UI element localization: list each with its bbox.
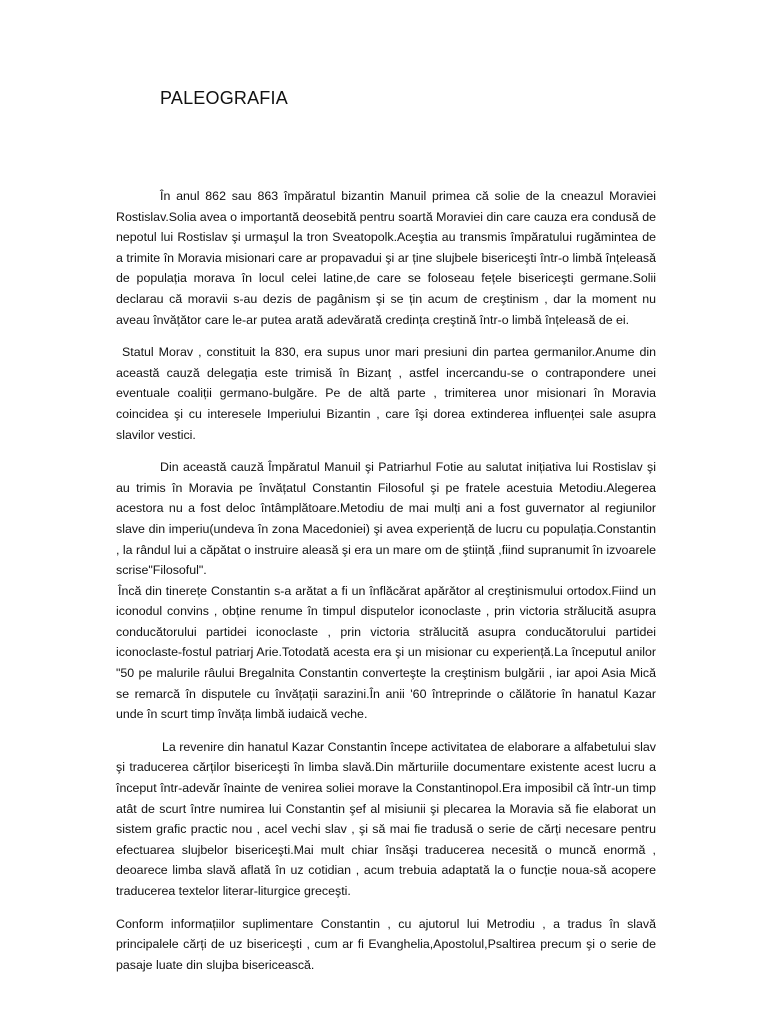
paragraph-2: Statul Morav , constituit la 830, era supus unor mari presiuni din partea germanilor.Anume din această cauză delegația este trimisă în Bizanț , astfel incercandu-se o contrapondere unei eventuale coaliții germano-bulgăre. Pe de altă parte , trimiterea unor misionari în Moravia coincidea şi cu interesele Imperiului Bizantin , care îşi dorea extinderea influenței sale asupra slavilor vestici. [116,345,656,442]
document-title: PALEOGRAFIA [160,88,288,108]
document-body [116,186,656,987]
paragraph-3: Din această cauză Împăratul Manuil şi Patriarhul Fotie au salutat inițiativa lui Rostislav şi au trimis în Moravia pe învățatul Constantin Filosoful şi pe fratele acestuia Metodiu.Alegerea acestora nu a fost deloc întâmplătoare.Metodiu de mai mulți ani a fost guvernator al regiunilor slave din imperiu(undeva în zona Macedoniei) şi avea experiență de lucru cu populația.Constantin , la rândul lui a căpătat o instruire aleasă şi era un mare om de ştiință ,fiind supranumit în izvoarele scrise"Filosoful". [116,460,656,578]
paragraph-1: În anul 862 sau 863 împăratul bizantin Manuil primea că solie de la cneazul Moraviei Rostislav.Solia avea o importantă deosebită pentru soartă Moraviei din care cauza era condusă de nepotul lui Rostislav şi urmaşul la tron Sveatopolk.Aceştia au transmis împăratului rugămintea de a trimite în Moravia misionari care ar propavadui şi ar ține slujbele bisericeşti într-o limbă înțeleasă de populația morava în locul celei latine,de care se foloseau fețele bisericeşti germane.Solii declarau că moravii s-au dezis de pagânism şi se țin acum de creştinism , dar la moment nu aveau învățător care le-ar putea arată adevărată credința creştină într-o limbă înțeleasă de ei. [116,189,656,327]
paragraph-4: Încă din tinerețe Constantin s-a arătat a fi un înflăcărat apărător al creştinismului ortodox.Fiind un iconodul convins , obține renume în timpul disputelor iconoclaste , prin victoria strălucită asupra conducătorului partidei iconoclaste , prin victoria strălucită asupra conducătorului partidei iconoclaste-fostul patriarj Arie.Totodată acesta era şi un misionar cu experiență.La începutul anilor "50 pe malurile râului Bregalnita Constantin converteşte la creştinism bulgării , iar apoi Asia Mică se remarcă în disputele cu învățații sarazini.În anii '60 întreprinde o călătorie în hanatul Kazar unde în scurt timp învăța limbă iudaică veche. [116,583,656,722]
paragraph-6: Conform informațiilor suplimentare Constantin , cu ajutorul lui Metrodiu , a tradus în slavă principalele cărți de uz bisericeşti , cum ar fi Evanghelia,Apostolul,Psaltirea precum şi o serie de pasaje luate din slujba bisericească. [116,916,656,972]
paragraph-5: La revenire din hanatul Kazar Constantin începe activitatea de elaborare a alfabetului slav şi traducerea cărților bisericeşti în limba slavă.Din mărturiile documentare existente acest lucru a început într-adevăr înainte de venirea soliei morave la Constantinopol.Era imposibil că într-un timp atât de scurt între numirea lui Constantin şef al misiunii şi plecarea la Moravia să fie elaborat un sistem grafic practic nou , acel vechi slav , şi să mai fie tradusă o serie de cărți necesare pentru efectuarea slujbelor bisericeşti.Mai mult chiar însăşi traducerea necesită o muncă enormă , deoarece limba slavă aflată în uz cotidian , acum trebuia adaptată la o funcție noua-să acopere traducerea textelor literar-liturgice greceşti. [116,739,656,898]
